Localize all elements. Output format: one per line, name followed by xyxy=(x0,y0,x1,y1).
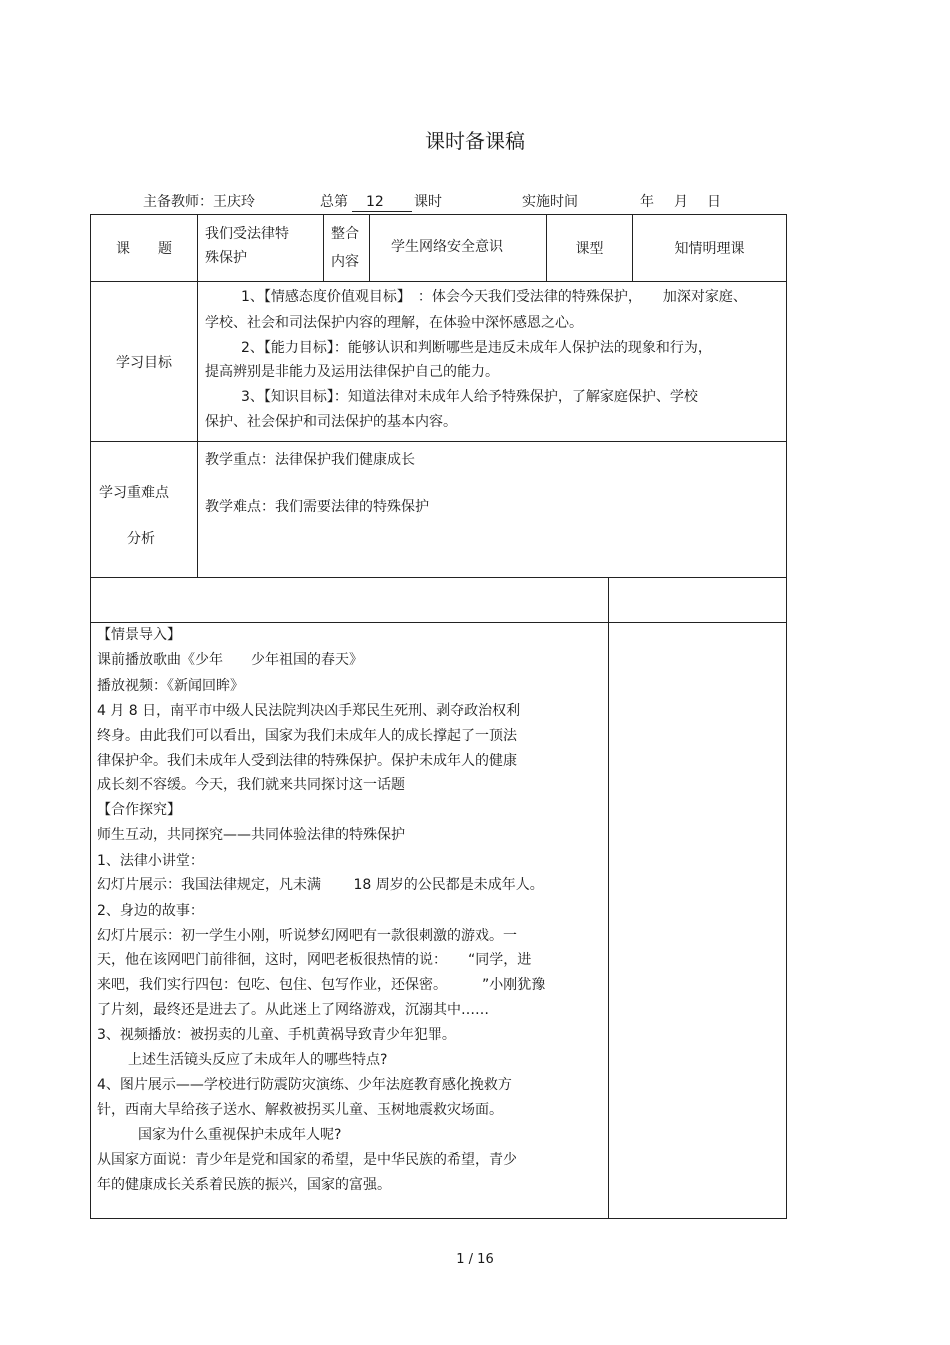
body-line: 2、身边的故事： xyxy=(97,903,204,919)
body-line: 了片刻，最终还是进去了。从此迷上了网络游戏，沉溺其中…… xyxy=(97,1002,489,1018)
teacher-label: 主备教师：王庆玲 xyxy=(143,194,255,210)
body-line: 幻灯片展示：我国法律规定，凡未满 18 周岁的公民都是未成年人。 xyxy=(97,877,544,893)
integrate-label-line1: 整合 xyxy=(331,226,359,242)
integrate-label-line2: 内容 xyxy=(331,254,359,270)
body-line: 国家为什么重视保护未成年人呢? xyxy=(138,1127,342,1143)
body-line: 3、视频播放：被拐卖的儿童、手机黄祸导致青少年犯罪。 xyxy=(97,1027,456,1043)
body-line: 播放视频：《新闻回眸》 xyxy=(97,678,244,694)
type-label: 课型 xyxy=(575,241,604,257)
body-line: 律保护伞。我们未成年人受到法律的特殊保护。保护未成年人的健康 xyxy=(97,753,517,769)
difficulty-label-line1: 学习重难点 xyxy=(99,485,169,501)
body-line: 年的健康成长关系着民族的振兴，国家的富强。 xyxy=(97,1177,391,1193)
total-label: 总第 xyxy=(320,194,348,210)
body-line: 终身。由此我们可以看出，国家为我们未成年人的成长撑起了一顶法 xyxy=(97,728,517,744)
topic-value-line1: 我们受法律特 xyxy=(205,226,289,242)
month-label: 月 xyxy=(674,194,688,210)
body-line: 【合作探究】 xyxy=(97,802,181,818)
year-label: 年 xyxy=(640,194,654,210)
body-line: 4、图片展示——学校进行防震防灾演练、少年法庭教育感化挽救方 xyxy=(97,1077,512,1093)
body-line: 4 月 8 日，南平市中级人民法院判决凶手郑民生死刑、剥夺政治权利 xyxy=(97,703,521,719)
teaching-difficulty: 教学难点：我们需要法律的特殊保护 xyxy=(205,499,429,515)
goal-line: 1、【情感态度价值观目标】 ：体会今天我们受法律的特殊保护， 加深对家庭、 xyxy=(241,289,747,305)
body-line: 天，他在该网吧门前徘徊，这时，网吧老板很热情的说： “同学，进 xyxy=(97,952,532,968)
goal-line: 提高辨别是非能力及运用法律保护自己的能力。 xyxy=(205,364,499,380)
body-line: 成长刻不容缓。今天，我们就来共同探讨这一话题 xyxy=(97,777,405,793)
type-value: 知情明理课 xyxy=(674,241,745,257)
topic-value-line2: 殊保护 xyxy=(205,250,247,266)
integrate-value: 学生网络安全意识 xyxy=(391,239,503,255)
goal-line: 3、【知识目标】：知道法律对未成年人给予特殊保护，了解家庭保护、学校 xyxy=(241,389,698,405)
body-line: 来吧，我们实行四包：包吃、包住、包写作业，还保密。 ”小刚犹豫 xyxy=(97,977,546,993)
body-line: 幻灯片展示：初一学生小刚，听说梦幻网吧有一款很刺激的游戏。一 xyxy=(97,928,517,944)
goal-line: 保护、社会保护和司法保护的基本内容。 xyxy=(205,414,457,430)
page-number: 1 / 16 xyxy=(456,1252,494,1267)
body-line: 从国家方面说：青少年是党和国家的希望，是中华民族的希望，青少 xyxy=(97,1152,517,1168)
goals-label: 学习目标 xyxy=(116,354,172,371)
body-line: 【情景导入】 xyxy=(97,627,181,643)
goal-line: 2、【能力目标】：能够认识和判断哪些是违反未成年人保护法的现象和行为， xyxy=(241,340,712,356)
time-label: 实施时间 xyxy=(522,194,578,210)
goal-line: 学校、社会和司法保护内容的理解，在体验中深怀感恩之心。 xyxy=(205,315,583,331)
body-line: 上述生活镜头反应了未成年人的哪些特点? xyxy=(128,1052,388,1068)
difficulty-label-line2: 分析 xyxy=(127,531,155,547)
total-underline xyxy=(352,211,412,212)
teacher-name: 王庆玲 xyxy=(213,194,255,210)
body-line: 针，西南大旱给孩子送水、解救被拐买儿童、玉树地震救灾场面。 xyxy=(97,1102,503,1118)
total-number: 12 xyxy=(366,194,384,210)
page-title: 课时备课稿 xyxy=(425,129,525,153)
body-line: 1、法律小讲堂： xyxy=(97,853,204,869)
body-line: 师生互动，共同探究——共同体验法律的特殊保护 xyxy=(97,827,405,843)
day-label: 日 xyxy=(707,194,721,210)
body-line: 课前播放歌曲《少年 少年祖国的春天》 xyxy=(97,652,363,668)
lesson-label: 课时 xyxy=(414,194,442,210)
teaching-focus: 教学重点：法律保护我们健康成长 xyxy=(205,452,415,468)
topic-label: 课 题 xyxy=(116,241,172,257)
